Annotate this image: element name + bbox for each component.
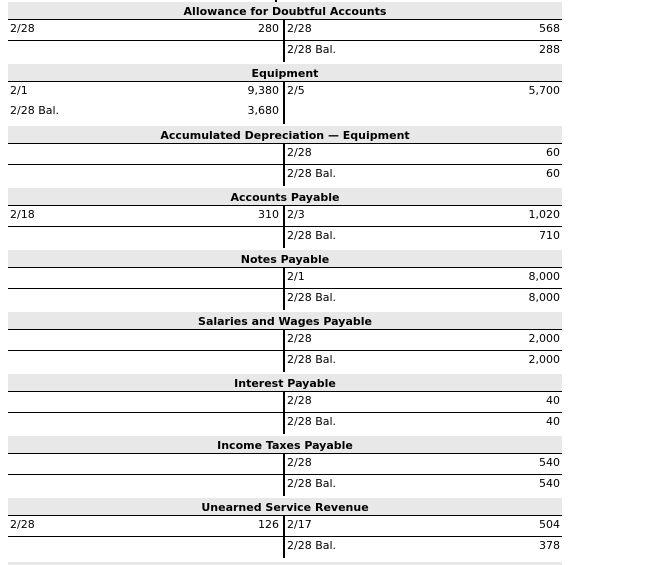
account-title: Salaries and Wages Payable (8, 312, 562, 329)
ledger-row (8, 102, 562, 122)
t-account (8, 372, 562, 434)
t-account (8, 186, 562, 248)
credit-date: 2/28 (287, 332, 312, 345)
debit-date: 2/28 (10, 518, 35, 531)
debit-date: 2/18 (10, 208, 35, 221)
ledger-row (8, 143, 562, 164)
credit-amount: 568 (539, 22, 560, 35)
credit-date: 2/28 Bal. (287, 415, 337, 428)
credit-amount: 2,000 (528, 353, 560, 366)
ledger-row (8, 329, 562, 350)
credit-amount: 288 (539, 43, 560, 56)
account-title: Accumulated Depreciation — Equipment (8, 126, 562, 143)
ledger-row (8, 474, 562, 495)
credit-date: 2/28 Bal. (287, 291, 337, 304)
credit-date: 2/17 (287, 518, 312, 531)
credit-date: 2/28 Bal. (287, 167, 337, 180)
t-account (8, 496, 562, 558)
credit-amount: 60 (546, 146, 560, 159)
debit-date: 2/28 (10, 22, 35, 35)
ledger-row (8, 267, 562, 288)
credit-date: 2/28 (287, 456, 312, 469)
ledger-row (8, 515, 562, 536)
t-account (8, 248, 562, 310)
t-account (8, 434, 562, 496)
credit-amount: 504 (539, 518, 560, 531)
credit-date: 2/28 Bal. (287, 353, 337, 366)
ledger-row (8, 288, 562, 309)
credit-amount: 540 (539, 477, 560, 490)
credit-amount: 40 (546, 394, 560, 407)
debit-amount: 9,380 (247, 84, 279, 97)
account-title: Interest Payable (8, 374, 562, 391)
credit-date: 2/28 Bal. (287, 477, 337, 490)
credit-date: 2/28 Bal. (287, 539, 337, 552)
credit-date: 2/28 (287, 394, 312, 407)
ledger-row (8, 350, 562, 371)
credit-amount: 40 (546, 415, 560, 428)
debit-amount: 310 (258, 208, 279, 221)
credit-amount: 8,000 (528, 270, 560, 283)
debit-amount: 280 (258, 22, 279, 35)
credit-amount: 710 (539, 229, 560, 242)
credit-date: 2/28 Bal. (287, 229, 337, 242)
credit-date: 2/28 (287, 146, 312, 159)
debit-amount: 3,680 (247, 104, 279, 117)
account-title: Income Taxes Payable (8, 436, 562, 453)
t-account (8, 0, 562, 62)
ledger-row (8, 164, 562, 185)
credit-amount: 8,000 (528, 291, 560, 304)
credit-date: 2/3 (287, 208, 305, 221)
t-accounts-ledger (8, 0, 562, 558)
credit-date: 2/5 (287, 84, 305, 97)
debit-date: 2/1 (10, 84, 28, 97)
debit-amount: 126 (258, 518, 279, 531)
ledger-row (8, 412, 562, 433)
credit-amount: 540 (539, 456, 560, 469)
t-account (8, 310, 562, 372)
credit-amount: 1,020 (528, 208, 560, 221)
credit-amount: 5,700 (528, 84, 560, 97)
credit-amount: 60 (546, 167, 560, 180)
ledger-row (8, 40, 562, 61)
account-title: Notes Payable (8, 250, 562, 267)
credit-date: 2/1 (287, 270, 305, 283)
ledger-row (8, 205, 562, 226)
ledger-row (8, 453, 562, 474)
account-title: Unearned Service Revenue (8, 498, 562, 515)
ledger-row (8, 536, 562, 557)
account-title: Equipment (8, 64, 562, 81)
ledger-row (8, 391, 562, 412)
ledger-row (8, 19, 562, 40)
credit-amount: 378 (539, 539, 560, 552)
credit-date: 2/28 (287, 22, 312, 35)
credit-amount: 2,000 (528, 332, 560, 345)
ledger-row (8, 81, 562, 102)
t-account (8, 124, 562, 186)
ledger-row (8, 226, 562, 247)
account-title: Allowance for Doubtful Accounts (8, 2, 562, 19)
credit-date: 2/28 Bal. (287, 43, 337, 56)
t-account (8, 62, 562, 124)
account-title: Accounts Payable (8, 188, 562, 205)
debit-date: 2/28 Bal. (10, 104, 60, 117)
